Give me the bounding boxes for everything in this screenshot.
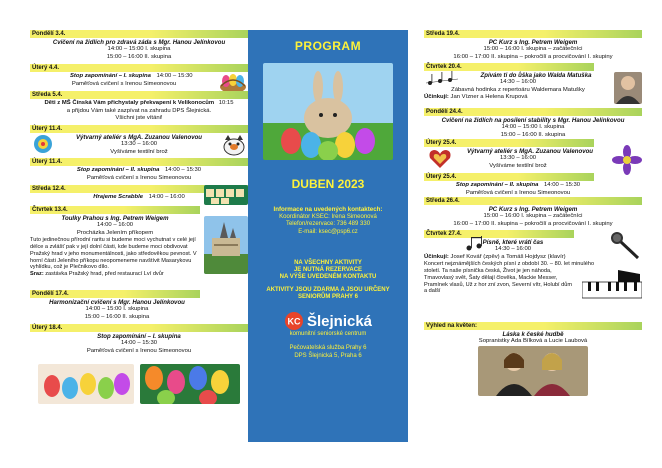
event-wed5 [30,91,248,125]
day-bar: Středa 5.4. [30,91,248,99]
event-mon24 [424,108,642,139]
right-column [424,30,642,402]
piano-picture [582,270,642,300]
event-desc: Koncert nejznámějších českých písní z období 30. – 80. let minulého [424,261,595,268]
event-paragraph: století. Ta naše písnička česká, Život je jen náhoda, Tmavovlasý svět, Šaty dělají člověka, Mackie Messer, Pramínek vlasů, Už z hor zní zvon, Severní vítr, Holubí dům a další [424,267,572,295]
event-time: 14:30 – 16:00 [499,79,537,85]
event-thu13 [30,206,248,290]
event-title: Výtvarný ateliér s MgA. Zuzanou Valenovou [466,148,594,155]
event-tue25-atelier [424,139,642,173]
logo-mark-text: KC [287,316,301,327]
performers-label: Účinkují: [424,253,449,260]
event-mon17 [30,290,248,324]
event-may-preview [424,322,642,402]
footer-line: Pečovatelská služba Prahy 6 [289,345,367,352]
event-title: PC Kurz s Ing. Petrem Weigem [488,206,578,213]
event-desc: Vyšíváme textilní brož [110,148,168,155]
music-notes-icon [464,236,486,252]
event-title: Hrajeme Scrabble [93,194,144,200]
center-logo [268,311,388,337]
notice-line: NA VÝŠE UVEDENÉM KONTAKTU [279,274,377,281]
performers-label: Účinkují: [424,94,449,101]
event-time: 13:30 – 16:00 [499,155,537,161]
event-paragraph: Tuto jedinečnou přírodní raritu si budeme moci vychutnat v celé její délce a zvlášť pak v její dolní části, kde budeme moci obdivovat Pražský hrad v jeho monumentálnosti, jako středověkou pevnost. V horní části Jeleního příkopu neopomeneme navštívit Masarykovu vyhlídku, což je Plečnikovo dílo. [30,237,197,271]
event-wed26 [424,197,642,230]
microphone-icon [608,230,642,260]
event-title: Cvičení na židlích pro zdravá záda s Mgr. Hanou Jelínkovou [52,39,226,46]
notice-line: JE NUTNÁ REZERVACE [293,267,363,274]
performers: Josef Kovář (zpěv) a Tomáš Hojdysz (klavír) [450,253,566,260]
event-time: 16:00 – 17:00 II. skupina – pokročilí a procvičování I. skupiny [453,53,613,60]
notice-line: AKTIVITY JSOU ZDARMA A JSOU URČENY [266,287,390,294]
event-title: Zpívám ti do ůška jako Walda Matuška [480,72,592,79]
event-wed12 [30,185,248,206]
event-time: 13:30 – 16:00 [120,141,158,147]
contact-phone: Telefon/rezervace: 736 489 330 [285,221,371,228]
easter-bunny-photo [263,63,393,160]
day-bar: Úterý 25.4. [424,139,594,147]
event-title: Stop zapomínání – I. skupina [97,333,181,340]
event-desc: a přijdou Vám také zazpívat na zahradu DPS Šlejnická. [66,107,212,114]
sopranos-photo [478,346,588,396]
event-tue11-atelier [30,125,248,158]
event-time: 14:00 – 16:00 [148,194,185,200]
event-desc: Všichni jste vítáni! [115,115,163,122]
event-title: Toulky Prahou s Ing. Petrem Weigem [61,215,169,222]
day-bar: Čtvrtek 27.4. [424,230,574,238]
prague-castle-photo [204,216,248,274]
center-panel [248,30,408,442]
day-bar: Pondělí 17.4. [30,290,200,298]
event-title: Písně, které vrátí čas [482,239,544,246]
contact-email: E-mail: ksec@psp6.cz [298,228,358,235]
day-bar: Čtvrtek 13.4. [30,206,200,214]
day-bar: Úterý 4.4. [30,64,248,72]
event-time: 15:00 – 16:00 I. skupina – začátečníci [483,46,583,52]
event-time: 14:00 – 15:30 [544,182,581,188]
event-title: Výtvarný ateliér s MgA. Zuzanou Valenovou [75,134,203,141]
notice-line: NA VŠECHNY AKTIVITY [294,260,362,267]
day-bar: Úterý 11.4. [30,158,248,166]
event-title: Láska k české hudbě [502,331,564,338]
event-mon3 [30,30,248,64]
day-bar: Pondělí 3.4. [30,30,248,38]
embroidered-brooch-picture [32,134,54,154]
day-bar: Úterý 11.4. [30,125,248,133]
event-desc: Sopranistky Ada Bílková a Lucie Laubová [478,338,588,344]
program-title: PROGRAM [294,39,362,53]
flower-brooch-picture [612,145,642,175]
event-tue18 [30,324,248,404]
meet-place: zastávka Pražský hrad, před restaurací Lví dvůr [45,271,164,278]
event-time: 15:00 – 16:00 I. skupina – začátečníci [483,213,583,219]
notice-line: SENIORŮM PRAHY 6 [298,294,358,301]
music-notes-icon [424,71,460,87]
logo-subtitle: komunitní seniorské centrum [289,331,367,338]
event-desc: Paměťová cvičení s Irenou Simeonovou [71,80,177,87]
day-bar: Středa 19.4. [424,30,642,38]
event-time: 14:00 – 15:00 I. skupina [107,46,171,52]
event-thu20 [424,63,642,108]
event-title: Cvičení na židlích na posílení stability s Mgr. Hanou Jelínkovou [441,117,625,124]
day-bar: Středa 26.4. [424,197,642,205]
easter-eggs-photo [38,364,134,404]
day-bar: Středa 12.4. [30,185,248,193]
event-time: 14:00 – 15:30 [165,167,202,173]
event-time: 16:00 – 17:00 II. skupina – pokročilí a procvičování I. skupiny [453,220,613,227]
embroidered-brooch-picture [222,134,246,156]
day-bar: Čtvrtek 20.4. [424,63,594,71]
logo-mark [284,311,304,331]
singer-photo [614,72,642,104]
meet-label: Sraz: [30,271,44,278]
event-time: 14:00 – 15:00 I. skupina [85,306,149,312]
footer-line: DPS Šlejnická 5, Praha 6 [294,352,362,359]
event-time: 14:00 – 15:00 I. skupina [501,124,565,130]
event-time: 15:00 – 16:00 II. skupina [84,313,150,320]
event-time: 15:00 – 16:00 II. skupina [500,131,566,138]
event-title: Stop zapomínání – II. skupina [455,182,539,188]
event-tue11-stop [30,158,248,185]
event-title: Stop zapomínání – I. skupina [70,73,151,79]
contact-coordinator: Koordinátor KSEC: Irena Simeonová [279,213,377,220]
event-desc: Procházka Jelením příkopem [76,229,154,236]
event-thu27 [424,230,642,322]
event-desc: Paměťová cvičení s Irenou Simeonovou [86,174,192,181]
performers: Jan Vízner a Helena Krupová [450,94,528,101]
day-bar: Výhled na květen: [424,322,642,330]
heart-brooch-picture [428,149,452,169]
day-bar: Úterý 25.4. [424,173,594,181]
event-desc: Paměťová cvičení s Irenou Simeonovou [465,189,571,196]
event-time: 15:00 – 16:00 II. skupina [106,53,172,60]
month-title: DUBEN 2023 [291,177,365,191]
event-desc: Paměťová cvičení s Irenou Simeonovou [86,347,192,354]
event-title: Harmonizační cvičení s Mgr. Hanou Jelínkovou [49,299,185,306]
event-time: 14:00 – 16:00 [96,222,134,228]
event-title: Děti z MŠ Čínská Vám přichystaly překvapení k Velikonocům [44,100,215,106]
logo-name: Šlejnická [306,312,373,330]
event-desc: Vyšíváme textilní brož [489,162,547,169]
event-time: 10:15 [218,100,234,106]
event-title: PC Kurz s Ing. Petrem Weigem [488,39,578,46]
event-time: 14:00 – 15:30 [120,340,158,346]
scrabble-tiles-picture [204,185,248,205]
event-time: 14:30 – 16:00 [494,246,532,252]
event-tue4 [30,64,248,91]
event-tue25-stop [424,173,642,197]
day-bar: Úterý 18.4. [30,324,248,332]
day-bar: Pondělí 24.4. [424,108,642,116]
event-title: Stop zapomínání – II. skupina [76,167,160,173]
event-desc: Zábavná hodinka z repertoáru Waldemara Matušky [451,86,585,93]
event-wed19 [424,30,642,63]
contact-heading: Informace na uvedených kontaktech: [273,206,383,213]
easter-eggs-photo [140,364,240,404]
event-time: 14:00 – 15:30 [156,73,193,79]
left-column [30,30,248,404]
